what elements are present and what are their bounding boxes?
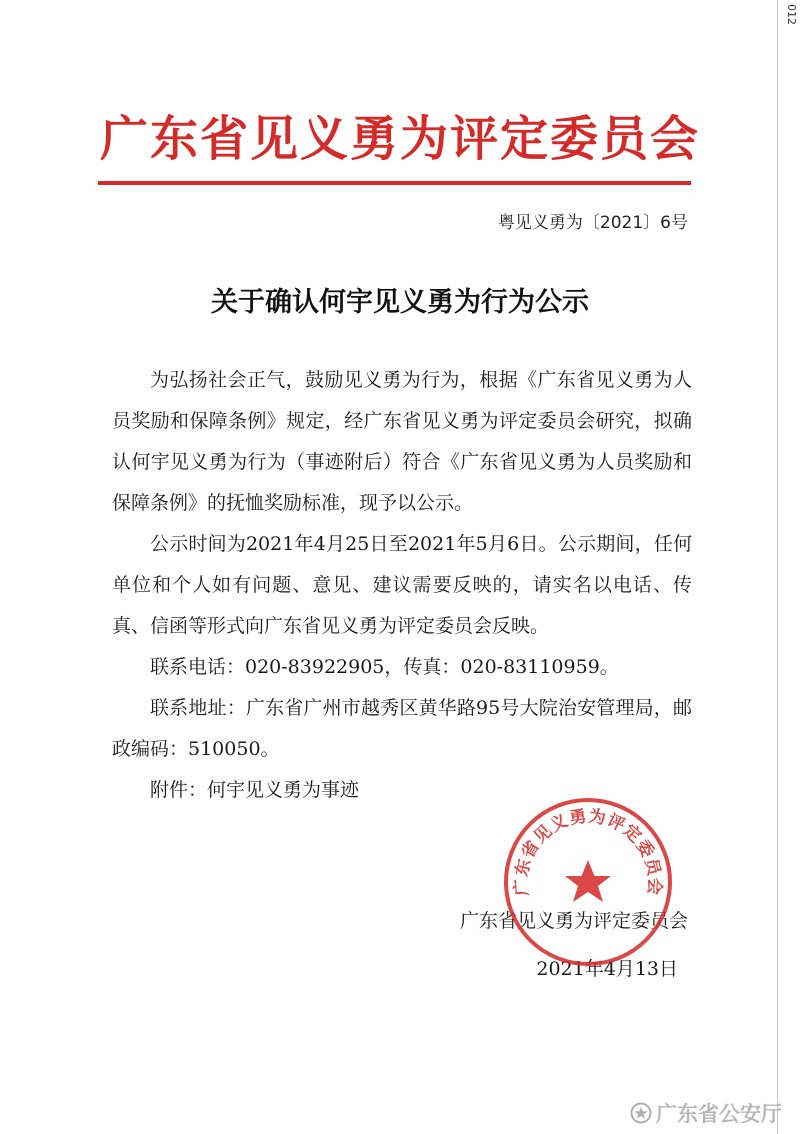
- paragraph-contact-phone: 联系电话：020-83922905，传真：020-83110959。: [150, 656, 619, 678]
- signature-date: 2021年4月13日: [536, 958, 678, 980]
- official-seal: [502, 796, 674, 968]
- document-title: 关于确认何宇见义勇为行为公示: [211, 287, 589, 318]
- star-icon: [565, 860, 611, 902]
- document-body: [112, 360, 692, 811]
- watermark: [630, 1098, 782, 1128]
- police-badge-icon: [630, 1102, 652, 1124]
- org-header-title: 广东省见义勇为评定委员会: [100, 111, 701, 167]
- watermark-text: 广东省公安厅: [656, 1102, 782, 1126]
- signature-org: 广东省见义勇为评定委员会: [459, 910, 688, 932]
- document-number: 粤见义勇为〔2021〕6号: [497, 213, 688, 233]
- paragraph-publicity-period: 公示时间为2021年4月25日至2021年5月6日。公示期间，任何单位和个人如有问题、意见、建议需要反映的，请实名以电话、传真、信函等形式向广东省见义勇为评定委员会反映。: [112, 533, 692, 637]
- paragraph-attachment: 附件：何宇见义勇为事迹: [150, 779, 360, 801]
- seal-arc-text: 广东省见义勇为评定委员会: [511, 806, 665, 897]
- paragraph-basis: 为弘扬社会正气，鼓励见义勇为行为，根据《广东省见义勇为人员奖励和保障条例》规定，经广东省见义勇为评定委员会研究，拟确认何宇见义勇为行为（事迹附后）符合《广东省见义勇为人员奖励和保障条例》的抚恤奖励标准，现予以公示。: [112, 369, 692, 514]
- paragraph-contact-address: 联系地址：广东省广州市越秀区黄华路95号大院治安管理局，邮政编码：510050。: [112, 697, 692, 760]
- header-red-rule: [98, 181, 691, 185]
- scan-index: 012: [785, 4, 798, 25]
- page-edge-line: [777, 0, 778, 1134]
